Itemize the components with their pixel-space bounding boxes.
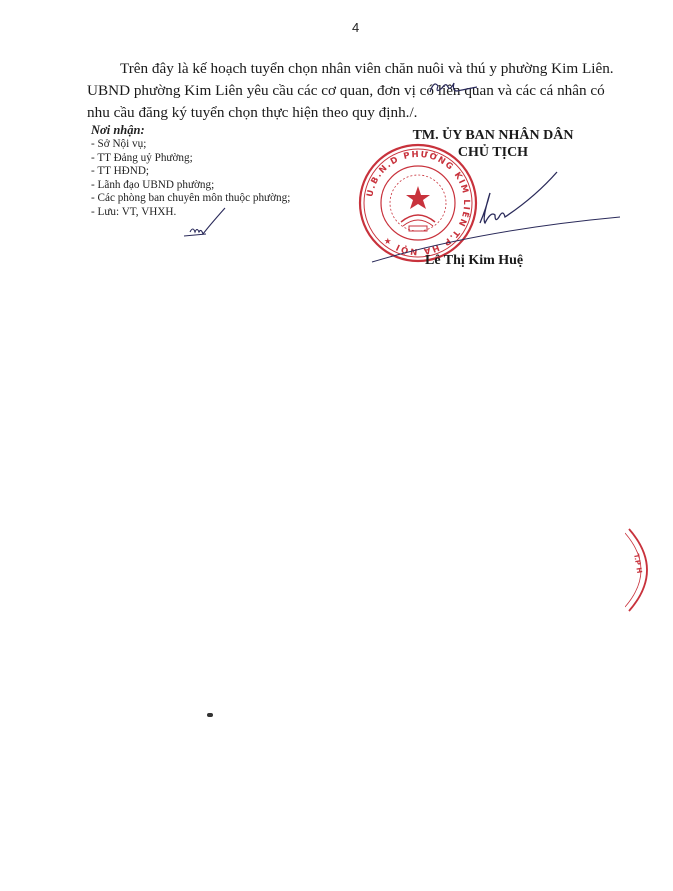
recipient-item: - Lãnh đạo UBND phường; bbox=[91, 178, 215, 191]
recipients-list bbox=[91, 123, 290, 219]
signature-position: CHỦ TỊCH bbox=[457, 145, 529, 160]
svg-text:U.B.N.D PHƯỜNG KIM LIÊN T.P HÀ: U.B.N.D PHƯỜNG KIM LIÊN T.P HÀ NỘI ★ bbox=[365, 149, 472, 257]
signer-name: Lê Thị Kim Huệ bbox=[425, 253, 524, 268]
closing-paragraph bbox=[87, 58, 660, 124]
recipient-item: - Sở Nội vụ; bbox=[91, 138, 147, 150]
recipient-item: - TT HĐND; bbox=[91, 165, 150, 177]
scan-speck bbox=[207, 713, 213, 717]
signature-on-behalf: TM. ỦY BAN NHÂN DÂN bbox=[412, 128, 574, 143]
recipient-item: - Các phòng ban chuyên môn thuộc phường; bbox=[91, 192, 291, 204]
svg-text:T.P H: T.P H bbox=[631, 553, 644, 574]
paragraph-line: Trên đây là kế hoạch tuyển chọn nhân viên chăn nuôi và thú y phường Kim Liên. bbox=[120, 60, 614, 77]
recipient-item: - TT Đảng uỷ Phường; bbox=[91, 151, 193, 164]
recipient-item: - Lưu: VT, VHXH. bbox=[91, 205, 177, 218]
recipients-title: Nơi nhận: bbox=[91, 123, 145, 137]
partial-stamp-icon bbox=[625, 525, 673, 615]
official-stamp-icon bbox=[357, 142, 479, 264]
page-number: 4 bbox=[352, 20, 360, 35]
paragraph-line: nhu cầu đăng ký tuyển chọn thực hiện theo quy định./. bbox=[87, 104, 418, 121]
paragraph-line: UBND phường Kim Liên yêu cầu các cơ quan, đơn vị có liên quan và các cá nhân có bbox=[87, 82, 605, 99]
